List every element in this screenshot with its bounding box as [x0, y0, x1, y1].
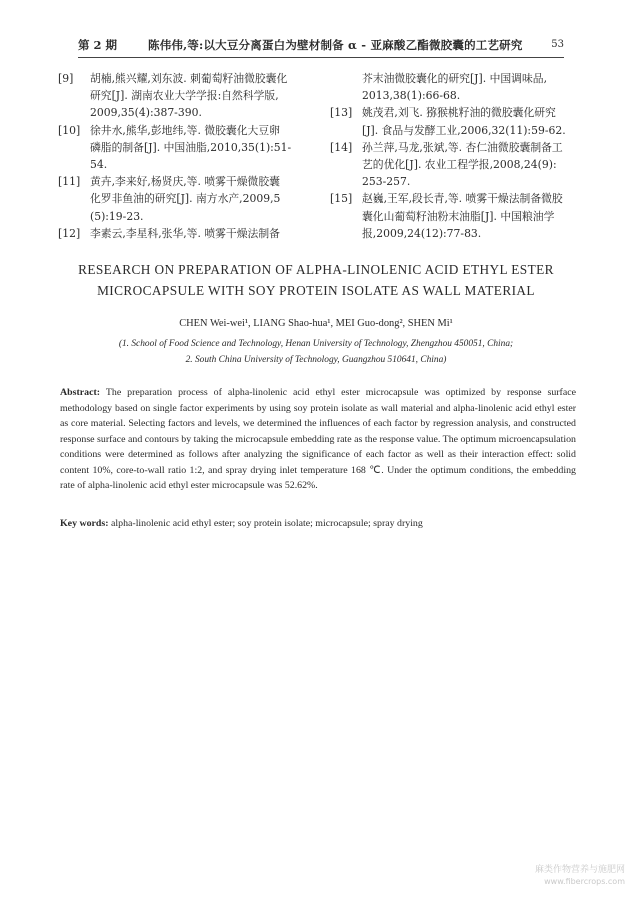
- reference-line: 253-257.: [362, 175, 411, 189]
- affiliation-line: 2. South China University of Technology, Guangzhou 510641, China): [185, 355, 447, 365]
- reference-line: 姚茂君,刘飞. 猕猴桃籽油的微胶囊化研究: [362, 106, 556, 120]
- watermark: [535, 865, 625, 887]
- reference-line: 徐井水,熊华,彭地纬,等. 微胶囊化大豆卵: [90, 123, 280, 137]
- reference-line: (5):19-23.: [90, 209, 144, 223]
- issue-label: 第 2 期: [78, 38, 118, 52]
- english-title: [40, 259, 592, 301]
- watermark-name: 麻类作物营养与施肥网: [534, 865, 625, 875]
- reference-line: 芥末油微胶囊化的研究[J]. 中国调味品,: [362, 72, 548, 85]
- reference-line: 研究[J]. 湖南农业大学学报:自然科学版,: [90, 89, 279, 103]
- running-title: 陈伟伟,等:以大豆分离蛋白为壁材制备 α - 亚麻酸乙酯微胶囊的工艺研究: [148, 38, 523, 52]
- reference-number: [13]: [330, 106, 353, 120]
- abstract-label: Abstract:: [60, 387, 101, 398]
- title-line: MICROCAPSULE WITH SOY PROTEIN ISOLATE AS WALL MATERIAL: [97, 283, 535, 298]
- references-left-column: [58, 70, 310, 242]
- reference-entry: [330, 139, 582, 191]
- watermark-domain: www.fibercrops.com: [544, 877, 625, 886]
- title-line: RESEARCH ON PREPARATION OF ALPHA-LINOLENIC ACID ETHYL ESTER: [78, 262, 554, 277]
- reference-entry: [330, 70, 582, 104]
- reference-line: 艺的优化[J]. 农业工程学报,2008,24(9):: [362, 158, 557, 172]
- page-number: 53: [551, 39, 564, 50]
- reference-line: 孙兰萍,马龙,张斌,等. 杏仁油微胶囊制备工: [362, 140, 563, 154]
- reference-line: 黄卉,李来好,杨贤庆,等. 喷雾干燥微胶囊: [90, 175, 280, 189]
- running-header: [78, 37, 564, 59]
- reference-entry: [58, 70, 310, 122]
- reference-line: 2013,38(1):66-68.: [362, 89, 461, 103]
- affiliations: [40, 336, 592, 368]
- reference-entry: [58, 122, 310, 174]
- reference-line: 赵巍,王军,段长青,等. 喷雾干燥法制备微胶: [362, 192, 563, 206]
- authors: CHEN Wei-wei¹, LIANG Shao-hua¹, MEI Guo-dong², SHEN Mi¹: [179, 318, 453, 329]
- reference-line: 胡楠,熊兴耀,刘东波. 刺葡萄籽油微胶囊化: [90, 72, 288, 85]
- reference-entry: [330, 190, 582, 242]
- reference-line: 化罗非鱼油的研究[J]. 南方水产,2009,5: [90, 192, 281, 206]
- reference-line: 2009,35(4):387-390.: [90, 106, 202, 120]
- reference-line: 报,2009,24(12):77-83.: [362, 226, 482, 240]
- reference-number: [9]: [58, 72, 74, 85]
- reference-number: [11]: [58, 175, 81, 189]
- abstract-text: The preparation process of alpha-linolenic acid ethyl ester microcapsule was optimized by response surface methodology based on single factor experiments by using soy protein isolate as wall material and alpha-linolenic acid ethyl ester as core material. Selecting factors and levels, we determined the influences of each factor by regression analysis, and constructed response surface and contours by taking the microcapsule embedding rate as the response value. The optimum microencapsulation conditions were determined as follows after analyzing the significance of each factor as well as their interaction effect: solid content 10%, core-to-wall ratio 1:2, and spray drying inlet temperature 168 ℃. Under the optimum conditions, the embedding rate of alpha-linolenic acid ethyl ester microcapsule was 52.62%.: [60, 387, 576, 491]
- reference-line: 54.: [90, 158, 108, 172]
- reference-number: [14]: [330, 140, 353, 154]
- keywords-label: Key words:: [60, 518, 109, 529]
- reference-entry: [330, 104, 582, 138]
- reference-line: 李素云,李星科,张华,等. 喷雾干燥法制备: [90, 226, 280, 240]
- reference-number: [10]: [58, 123, 81, 137]
- reference-entry: [58, 225, 310, 242]
- reference-line: 磷脂的制备[J]. 中国油脂,2010,35(1):51-: [90, 140, 292, 154]
- keywords-text: alpha-linolenic acid ethyl ester; soy protein isolate; microcapsule; spray drying: [111, 518, 423, 529]
- keywords: [60, 518, 576, 529]
- header-rule: [78, 57, 564, 58]
- reference-number: [15]: [330, 192, 353, 206]
- reference-number: [12]: [58, 226, 81, 240]
- reference-entry: [58, 173, 310, 225]
- reference-line: [J]. 食品与发酵工业,2006,32(11):59-62.: [362, 123, 566, 137]
- abstract: [60, 385, 576, 494]
- references-right-column: [330, 70, 582, 242]
- reference-line: 囊化山葡萄籽油粉末油脂[J]. 中国粮油学: [362, 209, 555, 223]
- affiliation-line: (1. School of Food Science and Technology, Henan University of Technology, Zhengzhou 450051, China;: [118, 339, 514, 349]
